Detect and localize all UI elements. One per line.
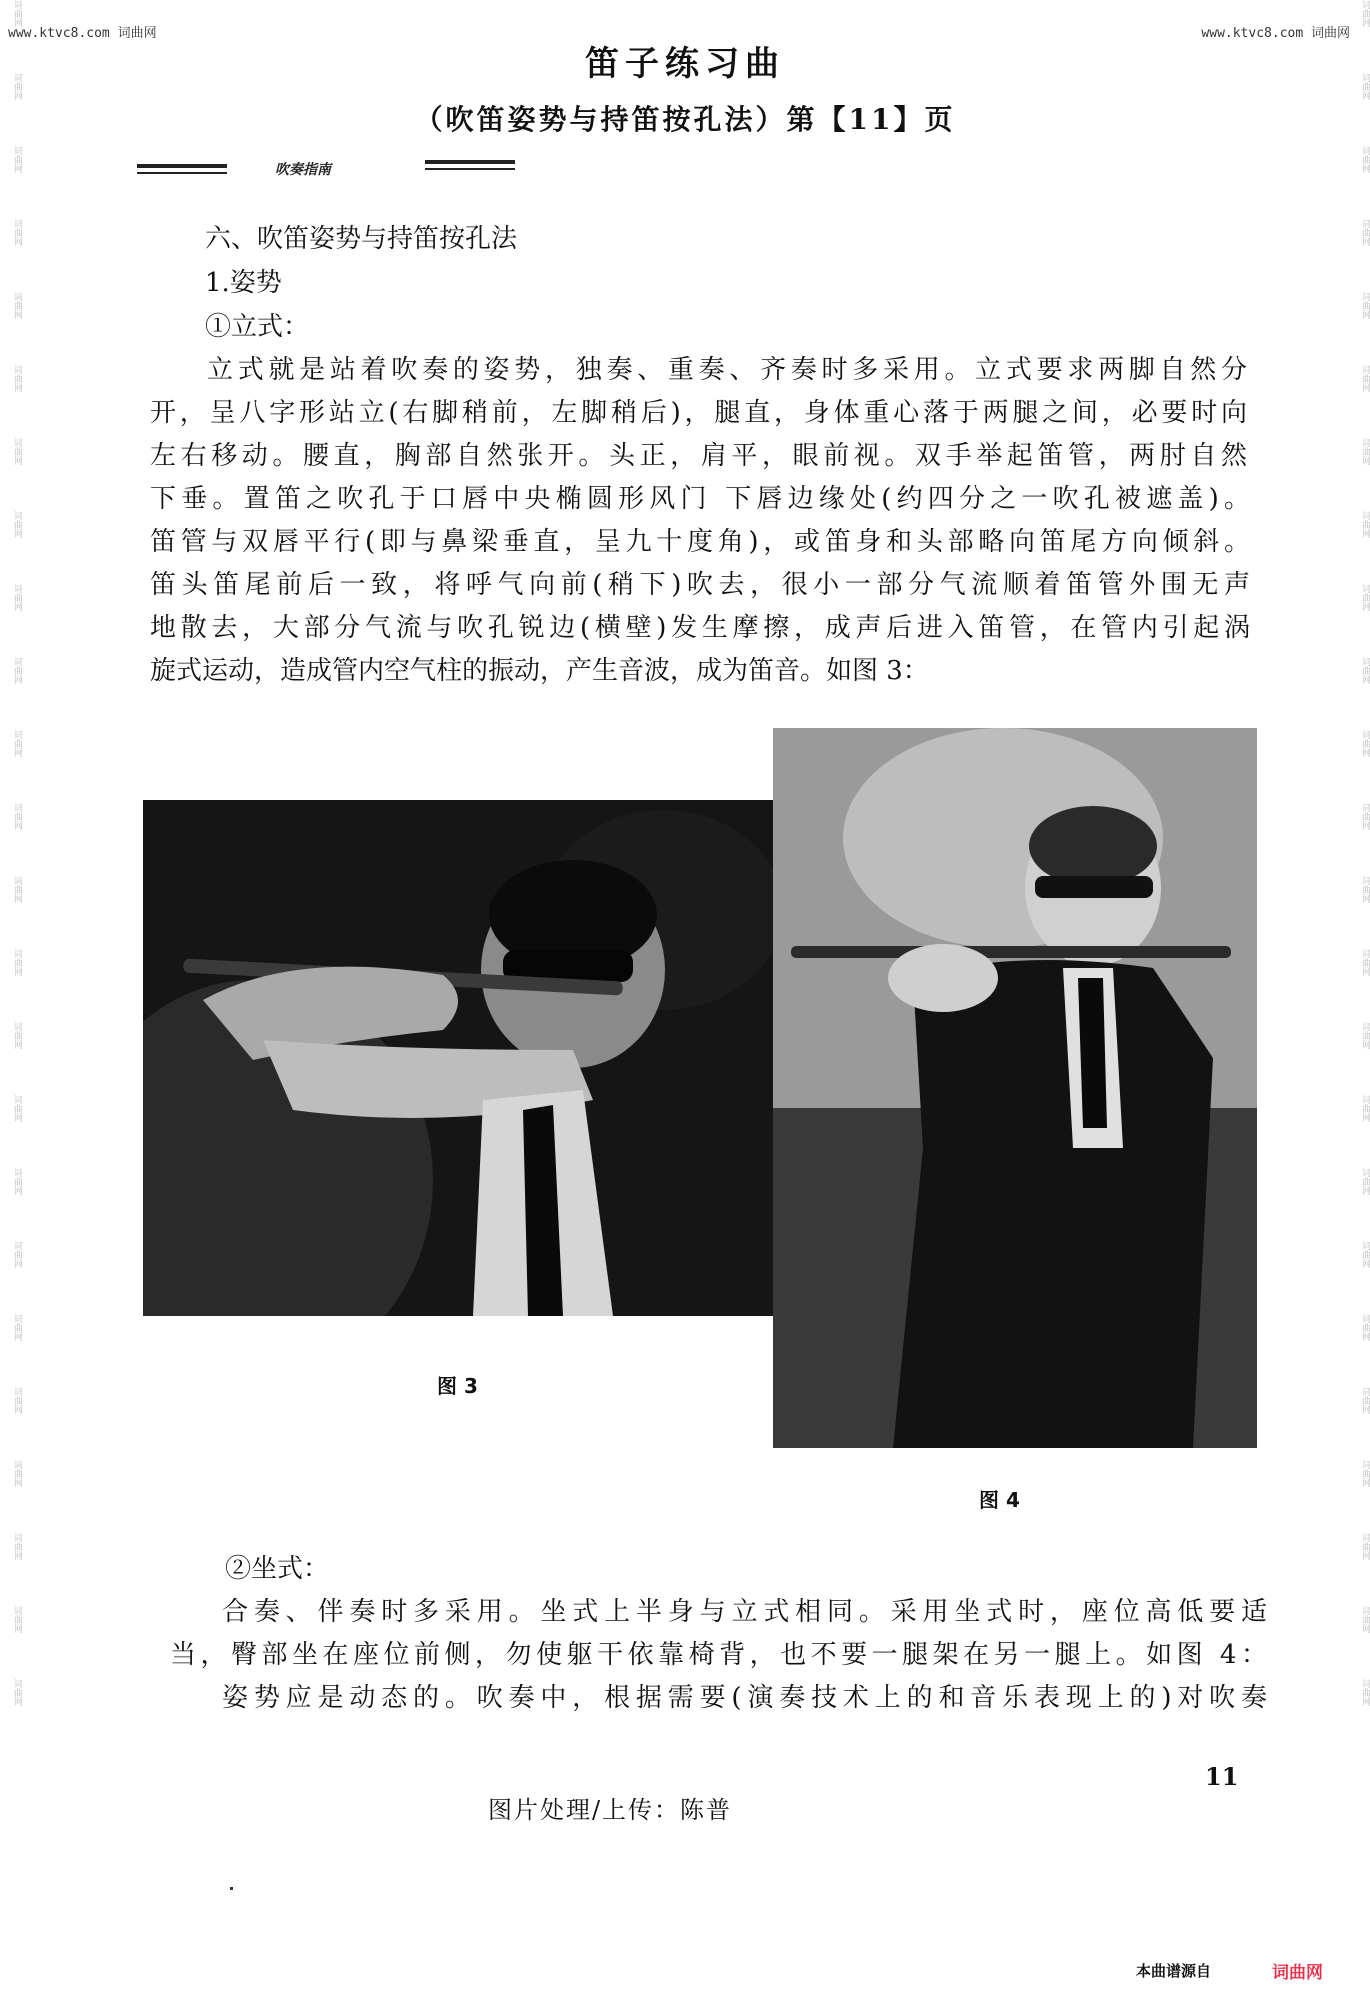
header-rule-right bbox=[425, 160, 515, 164]
side-watermark-mark: 词曲网 bbox=[1360, 1314, 1370, 1341]
side-watermark-mark: 词曲网 bbox=[1360, 730, 1370, 757]
figure-4-photo bbox=[773, 728, 1257, 1448]
side-watermark-mark: 词曲网 bbox=[12, 1314, 22, 1341]
figure-3-photo bbox=[143, 800, 775, 1316]
header-rule-left bbox=[137, 164, 227, 168]
side-watermark-mark: 词曲网 bbox=[12, 1241, 22, 1268]
side-watermark-right bbox=[1348, 0, 1370, 2006]
side-watermark-mark: 词曲网 bbox=[12, 1387, 22, 1414]
paragraph-line: 立式就是站着吹奏的姿势，独奏、重奏、齐奏时多采用。立式要求两脚自然分 bbox=[207, 355, 1247, 385]
paragraph-line: 下垂。置笛之吹孔于口唇中央椭圆形风门 下唇边缘处(约四分之一吹孔被遮盖)。 bbox=[150, 484, 1250, 514]
figure-3-caption: 图 3 bbox=[437, 1374, 478, 1398]
figure-4-caption: 图 4 bbox=[979, 1488, 1020, 1512]
source-note: 本曲谱源自 bbox=[1136, 1962, 1212, 1980]
side-watermark-mark: 词曲网 bbox=[12, 438, 22, 465]
side-watermark-mark: 词曲网 bbox=[1360, 1241, 1370, 1268]
item2-heading: ②坐式： bbox=[225, 1554, 330, 1584]
side-watermark-mark: 词曲网 bbox=[12, 1606, 22, 1633]
side-watermark-mark: 词曲网 bbox=[12, 365, 22, 392]
flute-player-photo-icon bbox=[143, 800, 775, 1316]
header-tag: 吹奏指南 bbox=[275, 162, 331, 178]
side-watermark-mark: 词曲网 bbox=[1360, 584, 1370, 611]
side-watermark-mark: 词曲网 bbox=[12, 876, 22, 903]
side-watermark-mark: 词曲网 bbox=[1360, 1387, 1370, 1414]
side-watermark-mark: 词曲网 bbox=[1360, 1460, 1370, 1487]
watermark-top-right: www.ktvc8.com 词曲网 bbox=[1201, 26, 1350, 41]
side-watermark-mark: 词曲网 bbox=[1360, 949, 1370, 976]
page-subtitle: （吹笛姿势与持笛按孔法）第【11】页 bbox=[414, 103, 956, 136]
side-watermark-mark: 词曲网 bbox=[1360, 1168, 1370, 1195]
paragraph-line: 开，呈八字形站立(右脚稍前，左脚稍后)，腿直，身体重心落于两腿之间，必要时向 bbox=[150, 398, 1247, 428]
side-watermark-mark: 词曲网 bbox=[1360, 511, 1370, 538]
sub-heading: 1.姿势 bbox=[205, 268, 282, 298]
paragraph-line: 笛头笛尾前后一致，将呼气向前(稍下)吹去，很小一部分气流顺着笛管外围无声 bbox=[150, 570, 1250, 600]
side-watermark-mark: 词曲网 bbox=[12, 1022, 22, 1049]
paragraph-line: 笛管与双唇平行(即与鼻梁垂直，呈九十度角)，或笛身和头部略向笛尾方向倾斜。 bbox=[150, 527, 1250, 557]
side-watermark-mark: 词曲网 bbox=[12, 1679, 22, 1706]
paragraph-line: 当，臀部坐在座位前侧，勿使躯干依靠椅背，也不要一腿架在另一腿上。如图 4： bbox=[170, 1640, 1267, 1670]
side-watermark-mark: 词曲网 bbox=[12, 1168, 22, 1195]
side-watermark-mark: 词曲网 bbox=[1360, 1533, 1370, 1560]
page-number: 11 bbox=[1205, 1762, 1239, 1791]
paragraph-line: 旋式运动，造成管内空气柱的振动，产生音波，成为笛音。如图 3： bbox=[150, 656, 929, 686]
side-watermark-mark: 词曲网 bbox=[12, 146, 22, 173]
side-watermark-mark: 词曲网 bbox=[1360, 1022, 1370, 1049]
header-rule-right-thin bbox=[425, 168, 515, 170]
side-watermark-mark: 词曲网 bbox=[1360, 73, 1370, 100]
side-watermark-mark: 词曲网 bbox=[1360, 1606, 1370, 1633]
side-watermark-mark: 词曲网 bbox=[12, 0, 22, 27]
side-watermark-mark: 词曲网 bbox=[1360, 219, 1370, 246]
side-watermark-mark: 词曲网 bbox=[12, 949, 22, 976]
seated-flute-player-photo-icon bbox=[773, 728, 1257, 1448]
side-watermark-mark: 词曲网 bbox=[12, 1533, 22, 1560]
side-watermark-left bbox=[0, 0, 22, 2006]
header-rule-left-thin bbox=[137, 172, 227, 174]
paragraph-line: 左右移动。腰直，胸部自然张开。头正，肩平，眼前视。双手举起笛管，两肘自然 bbox=[150, 441, 1247, 471]
side-watermark-mark: 词曲网 bbox=[12, 219, 22, 246]
side-watermark-mark: 词曲网 bbox=[1360, 365, 1370, 392]
side-watermark-mark: 词曲网 bbox=[12, 1095, 22, 1122]
side-watermark-mark: 词曲网 bbox=[1360, 876, 1370, 903]
section-heading: 六、吹笛姿势与持笛按孔法 bbox=[205, 224, 518, 254]
stray-dot bbox=[230, 1887, 233, 1890]
side-watermark-mark: 词曲网 bbox=[12, 730, 22, 757]
watermark-top-left: www.ktvc8.com 词曲网 bbox=[8, 26, 157, 41]
side-watermark-mark: 词曲网 bbox=[12, 584, 22, 611]
side-watermark-mark: 词曲网 bbox=[1360, 803, 1370, 830]
paragraph-line: 姿势应是动态的。吹奏中，根据需要(演奏技术上的和音乐表现上的)对吹奏 bbox=[222, 1683, 1267, 1713]
side-watermark-mark: 词曲网 bbox=[12, 292, 22, 319]
item1-heading: ①立式： bbox=[205, 312, 310, 342]
side-watermark-mark: 词曲网 bbox=[1360, 146, 1370, 173]
paragraph-line: 地散去，大部分气流与吹孔锐边(横壁)发生摩擦，成声后进入笛管，在管内引起涡 bbox=[150, 613, 1250, 643]
credit-line: 图片处理/上传：陈普 bbox=[487, 1796, 733, 1824]
side-watermark-mark: 词曲网 bbox=[1360, 292, 1370, 319]
paragraph-line: 合奏、伴奏时多采用。坐式上半身与立式相同。采用坐式时，座位高低要适 bbox=[222, 1597, 1267, 1627]
side-watermark-mark: 词曲网 bbox=[12, 803, 22, 830]
side-watermark-mark: 词曲网 bbox=[12, 1460, 22, 1487]
side-watermark-mark: 词曲网 bbox=[12, 657, 22, 684]
side-watermark-mark: 词曲网 bbox=[1360, 438, 1370, 465]
side-watermark-mark: 词曲网 bbox=[1360, 0, 1370, 27]
side-watermark-mark: 词曲网 bbox=[12, 73, 22, 100]
side-watermark-mark: 词曲网 bbox=[1360, 1679, 1370, 1706]
side-watermark-mark: 词曲网 bbox=[1360, 1095, 1370, 1122]
side-watermark-mark: 词曲网 bbox=[12, 511, 22, 538]
source-logo: 词曲网 bbox=[1272, 1963, 1323, 1983]
page-title: 笛子练习曲 bbox=[585, 44, 785, 84]
side-watermark-mark: 词曲网 bbox=[1360, 657, 1370, 684]
